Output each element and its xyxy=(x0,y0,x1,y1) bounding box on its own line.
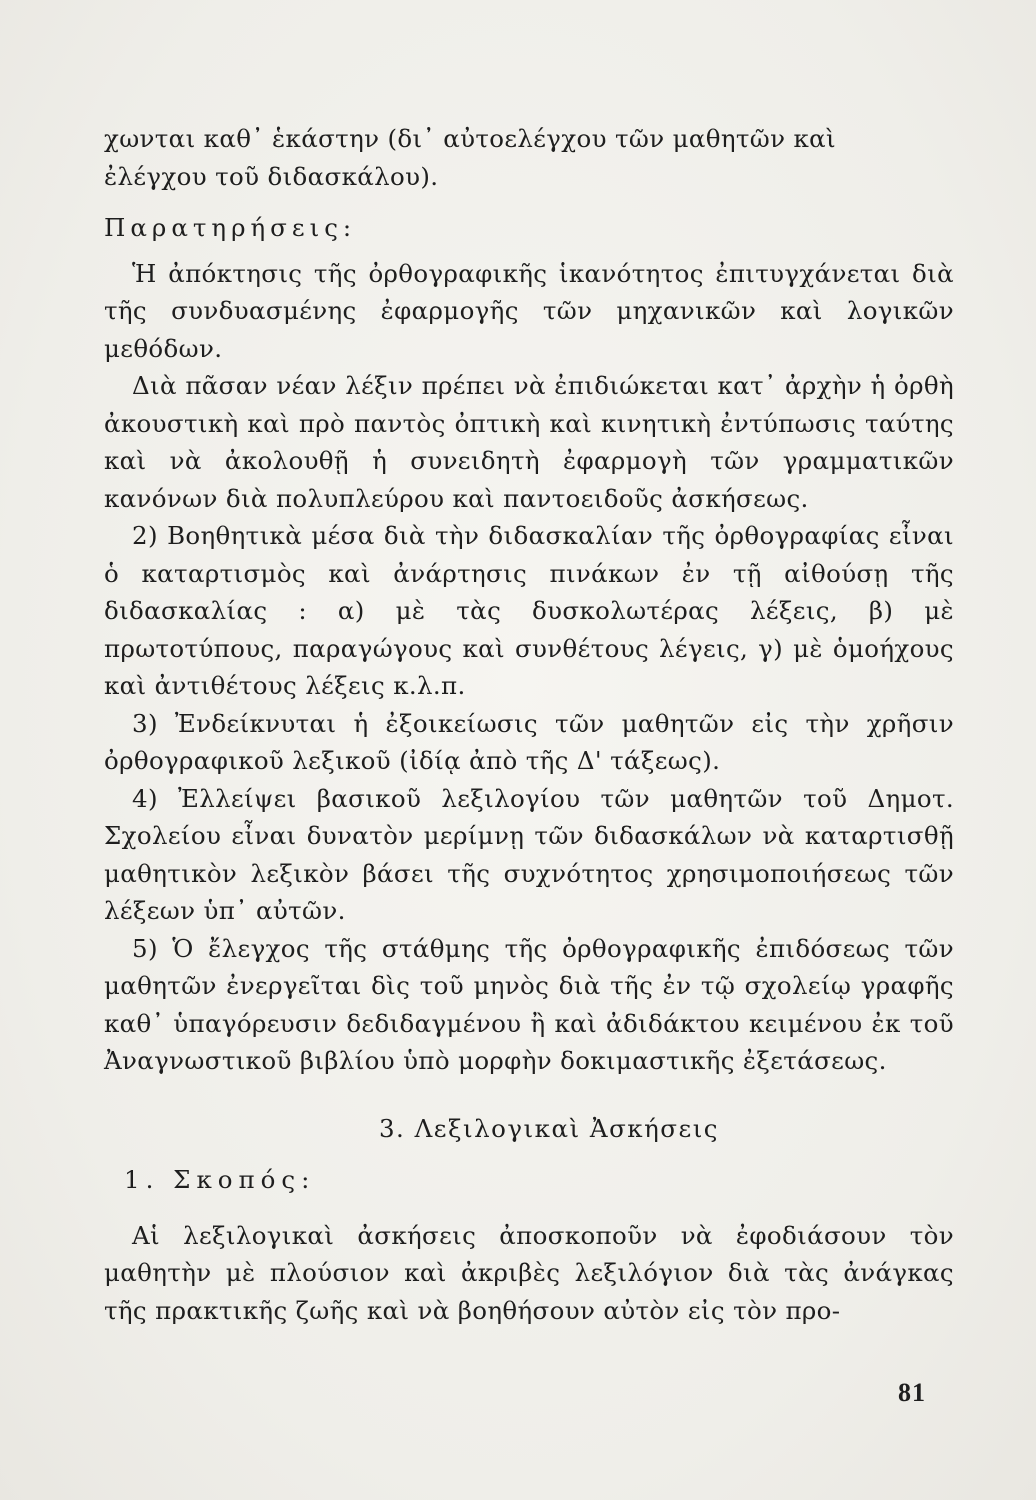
page-body xyxy=(104,120,954,1329)
intro-line-2: ἐλέγχου τοῦ διδασκάλου). xyxy=(104,161,439,191)
paragraph-aids: 2) Βοηθητικὰ μέσα διὰ τὴν διδασκαλίαν τῆς ὀρθογραφίας εἶναι ὁ καταρτισμὸς καὶ ἀνάρτησις πινάκων ἐν τῇ αἰθούσῃ τῆς διδασκαλίας : α) μὲ τὰς δυσκολωτέρας λέξεις, β) μὲ πρωτοτύπους, παραγώγους καὶ συνθέτους λέγεις, γ) μὲ ὁμοήχους καὶ ἀντιθέτους λέξεις κ.λ.π. xyxy=(104,521,954,700)
purpose-label: 1. Σκοπός: xyxy=(124,1165,316,1194)
paragraph-acquisition: Ἡ ἀπόκτησις τῆς ὀρθογραφικῆς ἱκανότητος ἐπιτυγχάνεται διὰ τῆς συνδυασμένης ἐφαρμογῆς τῶν μηχανικῶν καὶ λογικῶν μεθόδων. xyxy=(104,258,954,363)
intro-line-1: χωνται καθ᾽ ἑκάστην (δι᾽ αὐτοελέγχου τῶν μαθητῶν καὶ xyxy=(104,124,837,153)
paragraph-dictionary: 3) Ἐνδείκνυται ἡ ἐξοικείωσις τῶν μαθητῶν εἰς τὴν χρῆσιν ὀρθογραφικοῦ λεξικοῦ (ἰδίᾳ ἀπὸ τῆς Δ' τάξεως). xyxy=(104,708,954,775)
observations-label: Παρατηρήσεις: xyxy=(104,213,357,242)
page-number: 81 xyxy=(898,1378,926,1407)
section-heading: 3. Λεξιλογικαὶ Ἀσκήσεις xyxy=(378,1113,720,1143)
paragraph-new-word: Διὰ πᾶσαν νέαν λέξιν πρέπει νὰ ἐπιδιώκεται κατ᾽ ἀρχὴν ἡ ὀρθὴ ἀκουστικὴ καὶ πρὸ παντὸς ὀπτικὴ καὶ κινητικὴ ἐντύπωσις ταύτης καὶ νὰ ἀκολουθῇ ἡ συνειδητὴ ἐφαρμογὴ τῶν γραμματικῶν κανόνων διὰ πολυπλεύρου καὶ παντοειδοῦς ἀσκήσεως. xyxy=(104,371,954,513)
paragraph-assessment: 5) Ὁ ἔλεγχος τῆς στάθμης τῆς ὀρθογραφικῆς ἐπιδόσεως τῶν μαθητῶν ἐνεργεῖται δὶς τοῦ μηνὸς διὰ τῆς ἐν τῷ σχολείῳ γραφῆς καθ᾽ ὑπαγόρευσιν δεδιδαγμένου ἢ καὶ ἀδιδάκτου κειμένου ἐκ τοῦ Ἀναγνωστικοῦ βιβλίου ὑπὸ μορφὴν δοκιμαστικῆς ἐξετάσεως. xyxy=(104,933,954,1075)
paragraph-vocabulary: 4) Ἐλλείψει βασικοῦ λεξιλογίου τῶν μαθητῶν τοῦ Δημοτ. Σχολείου εἶναι δυνατὸν μερίμνῃ τῶν διδασκάλων νὰ καταρτισθῇ μαθητικὸν λεξικὸν βάσει τῆς συχνότητος χρησιμοποιήσεως τῶν λέξεων ὑπ᾽ αὐτῶν. xyxy=(104,783,954,925)
paragraph-purpose: Αἱ λεξιλογικαὶ ἀσκήσεις ἀποσκοποῦν νὰ ἐφοδιάσουν τὸν μαθητὴν μὲ πλούσιον καὶ ἀκριβὲς λεξιλόγιον διὰ τὰς ἀνάγκας τῆς πρακτικῆς ζωῆς καὶ νὰ βοηθήσουν αὐτὸν εἰς τὸν προ- xyxy=(104,1220,954,1325)
